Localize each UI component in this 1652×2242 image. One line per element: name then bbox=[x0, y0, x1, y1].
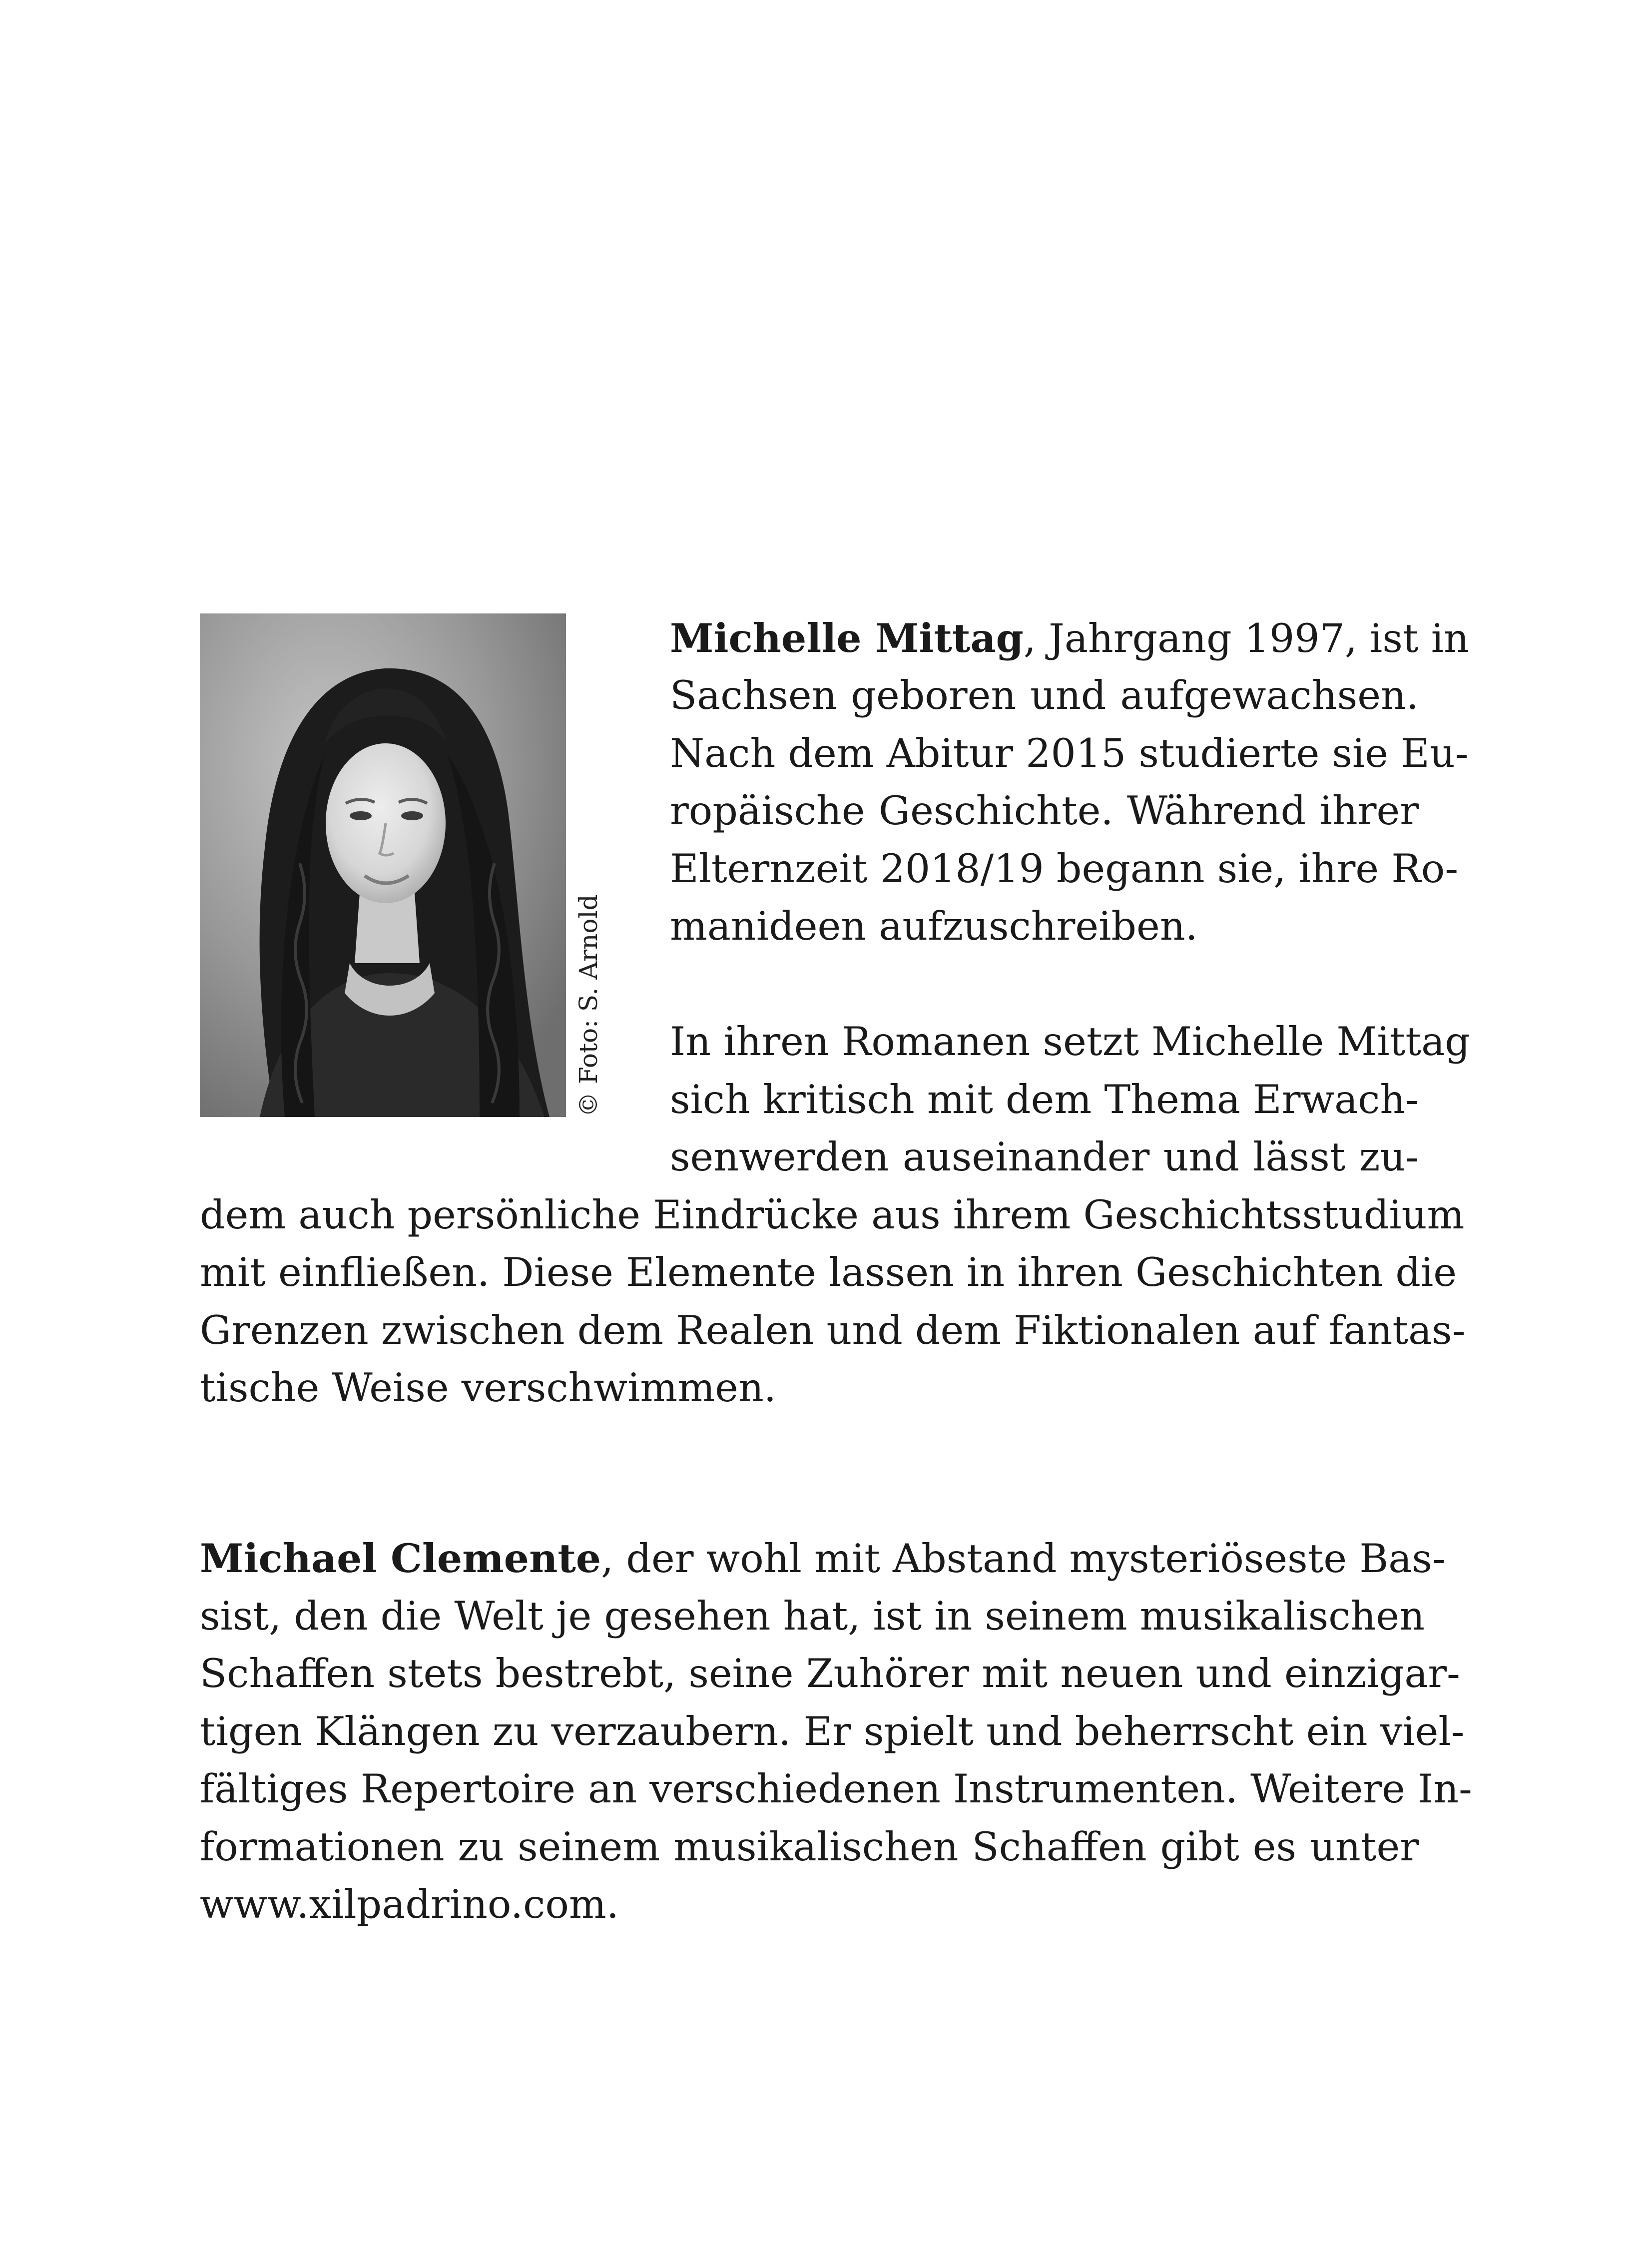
bio-line: sich kritisch mit dem Thema Erwach- bbox=[670, 1077, 1419, 1122]
bio-line: Elternzeit 2018/19 begann sie, ihre Ro- bbox=[670, 846, 1459, 892]
bio-line: tische Weise verschwimmen. bbox=[200, 1365, 776, 1411]
bio-line: manideen aufzuschreiben. bbox=[670, 903, 1198, 949]
bio-line: Schaffen stets bestrebt, seine Zuhörer mit neuen und einzigar- bbox=[200, 1651, 1460, 1696]
bio-line: Michelle Mittag, Jahrgang 1997, ist in bbox=[670, 615, 1469, 661]
bio-line: mit einfließen. Diese Elemente lassen in ihren Geschichten die bbox=[200, 1249, 1457, 1295]
bio-line: senwerden auseinander und lässt zu- bbox=[670, 1134, 1419, 1180]
author-name: Michelle Mittag bbox=[670, 615, 1024, 661]
bio-line: dem auch persönliche Eindrücke aus ihrem Geschichtsstudium bbox=[200, 1192, 1465, 1238]
author-name: Michael Clemente bbox=[200, 1535, 601, 1582]
bio-line: tigen Klängen zu verzaubern. Er spielt und beherrscht ein viel- bbox=[200, 1708, 1465, 1754]
bio-line: Michael Clemente, der wohl mit Abstand mysteriöseste Bas- bbox=[200, 1535, 1446, 1582]
bio-line: In ihren Romanen setzt Michelle Mittag bbox=[670, 1019, 1470, 1065]
website-link: www.xilpadrino.com. bbox=[200, 1881, 619, 1927]
bio-line: ropäische Geschichte. Während ihrer bbox=[670, 788, 1419, 834]
bio-line: fältiges Repertoire an verschiedenen Instrumenten. Weitere In- bbox=[200, 1766, 1472, 1812]
bio-line: Nach dem Abitur 2015 studierte sie Eu- bbox=[670, 730, 1469, 776]
bio-line: formationen zu seinem musikalischen Schaffen gibt es unter bbox=[200, 1824, 1419, 1870]
bio-line: sist, den die Welt je gesehen hat, ist in seinem musikalischen bbox=[200, 1593, 1425, 1639]
author-photo bbox=[200, 613, 566, 1117]
bio-line: Grenzen zwischen dem Realen und dem Fiktionalen auf fantas- bbox=[200, 1307, 1466, 1353]
photo-credit: © Foto: S. Arnold bbox=[574, 894, 603, 1117]
bio-line: Sachsen geboren und aufgewachsen. bbox=[670, 672, 1419, 718]
